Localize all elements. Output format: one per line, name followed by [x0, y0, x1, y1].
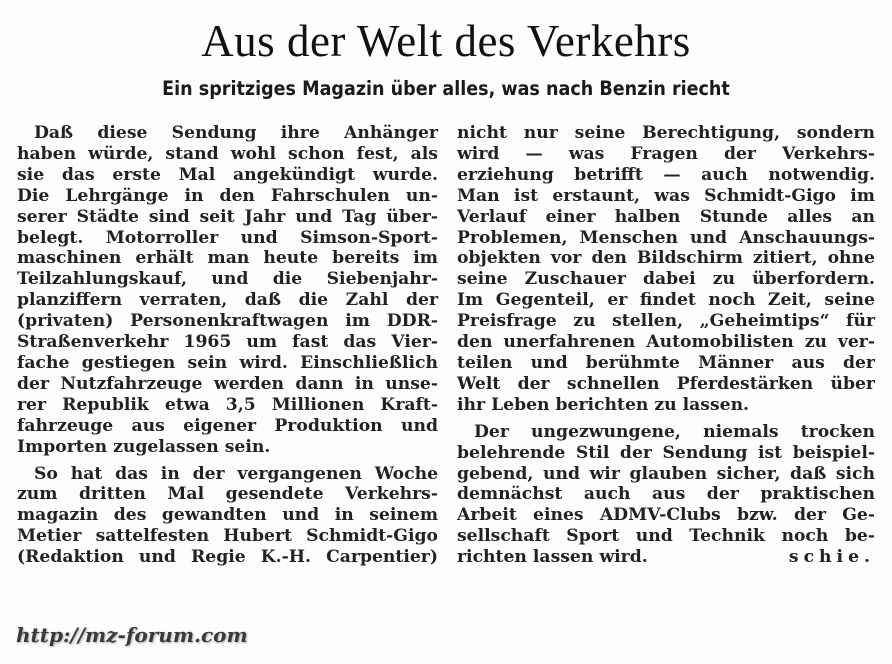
text-line: erziehung betrifft — auch notwendig.	[457, 164, 875, 185]
text-line: Straßenverkehr 1965 um fast das Vier-	[17, 332, 438, 353]
text-line: ihr Leben berichten zu lassen.	[457, 394, 750, 415]
article-headline: Aus der Welt des Verkehrs	[201, 16, 691, 66]
text-line: teilen und berühmte Männer aus der	[457, 352, 875, 373]
text-line: Daß diese Sendung ihre Anhänger	[34, 123, 438, 143]
article-subheadline: Ein spritziges Magazin über alles, was nach Benzin riecht	[162, 77, 730, 100]
text-line: Preisfrage zu stellen, „Geheimtips“ für	[457, 311, 875, 332]
text-line: nicht nur seine Berechtigung, sondern	[457, 123, 875, 143]
text-line: den unerfahrenen Automobilisten zu ver-	[457, 332, 875, 353]
text-line: der Nutzfahrzeuge werden dann in unse-	[17, 373, 438, 394]
text-line: gebend, und wir glauben sicher, daß sich	[457, 463, 875, 484]
text-line: Teilzahlungskauf, und die Siebenjahr-	[17, 269, 438, 290]
watermark-url: http://mz-forum.com	[16, 623, 248, 647]
text-line: Der ungezwungene, niemals trocken	[474, 421, 875, 442]
text-line: Verlauf einer halben Stunde alles an	[457, 206, 875, 227]
paragraph	[17, 123, 438, 458]
text-line: demnächst auch aus der praktischen	[457, 484, 875, 505]
text-line: Metier sattelfesten Hubert Schmidt-Gigo	[17, 526, 438, 547]
paragraph	[457, 123, 875, 416]
text-line: rer Republik etwa 3,5 Millionen Kraft-	[17, 394, 438, 415]
text-line: Importen zugelassen sein.	[17, 436, 271, 457]
text-line: belegt. Motorroller und Simson-Sport-	[17, 227, 438, 248]
text-line: sie das erste Mal angekündigt wurde.	[17, 164, 438, 185]
text-line: fahrzeuge aus eigener Produktion und	[17, 415, 438, 436]
text-line: richten lassen wird.	[457, 547, 648, 568]
text-line: haben würde, stand wohl schon fest, als	[17, 143, 438, 164]
text-line: seine Zuschauer dabei zu überfordern.	[457, 269, 875, 290]
paragraph	[457, 422, 875, 568]
text-line: zum dritten Mal gesendete Verkehrs-	[17, 484, 438, 505]
closing-line	[457, 547, 875, 568]
text-line: Man ist erstaunt, was Schmidt-Gigo im	[457, 185, 875, 206]
text-line: Welt der schnellen Pferdestärken über	[457, 373, 875, 394]
text-line: serer Städte sind seit Jahr und Tag über-	[17, 206, 438, 227]
text-line: planziffern verraten, daß die Zahl der	[17, 290, 438, 311]
text-line: (Redaktion und Regie K.-H. Carpentier)	[17, 547, 438, 568]
text-line: Die Lehrgänge in den Fahrschulen un-	[17, 185, 438, 206]
text-line: Arbeit eines ADMV-Clubs bzw. der Ge-	[457, 505, 875, 526]
text-line: wird — was Fragen der Verkehrs-	[457, 143, 875, 164]
text-line: sellschaft Sport und Technik noch be-	[457, 526, 875, 547]
right-column	[457, 123, 875, 568]
text-line: fache gestiegen sein wird. Einschließlich	[17, 352, 438, 373]
author-signature: schie.	[788, 547, 875, 568]
text-line: Im Gegenteil, er findet noch Zeit, seine	[457, 290, 875, 311]
left-column	[17, 123, 438, 568]
text-line: belehrende Stil der Sendung ist beispiel-	[457, 442, 875, 463]
paragraph	[17, 464, 438, 569]
text-line: magazin des gewandten und in seinem	[17, 505, 438, 526]
text-line: So hat das in der vergangenen Woche	[34, 463, 438, 484]
text-line: maschinen erhält man heute bereits im	[17, 248, 438, 269]
text-line: (privaten) Personenkraftwagen im DDR-	[17, 311, 438, 332]
text-line: Problemen, Menschen und Anschauungs-	[457, 227, 875, 248]
text-line: objekten vor den Bildschirm zitiert, ohne	[457, 248, 875, 269]
